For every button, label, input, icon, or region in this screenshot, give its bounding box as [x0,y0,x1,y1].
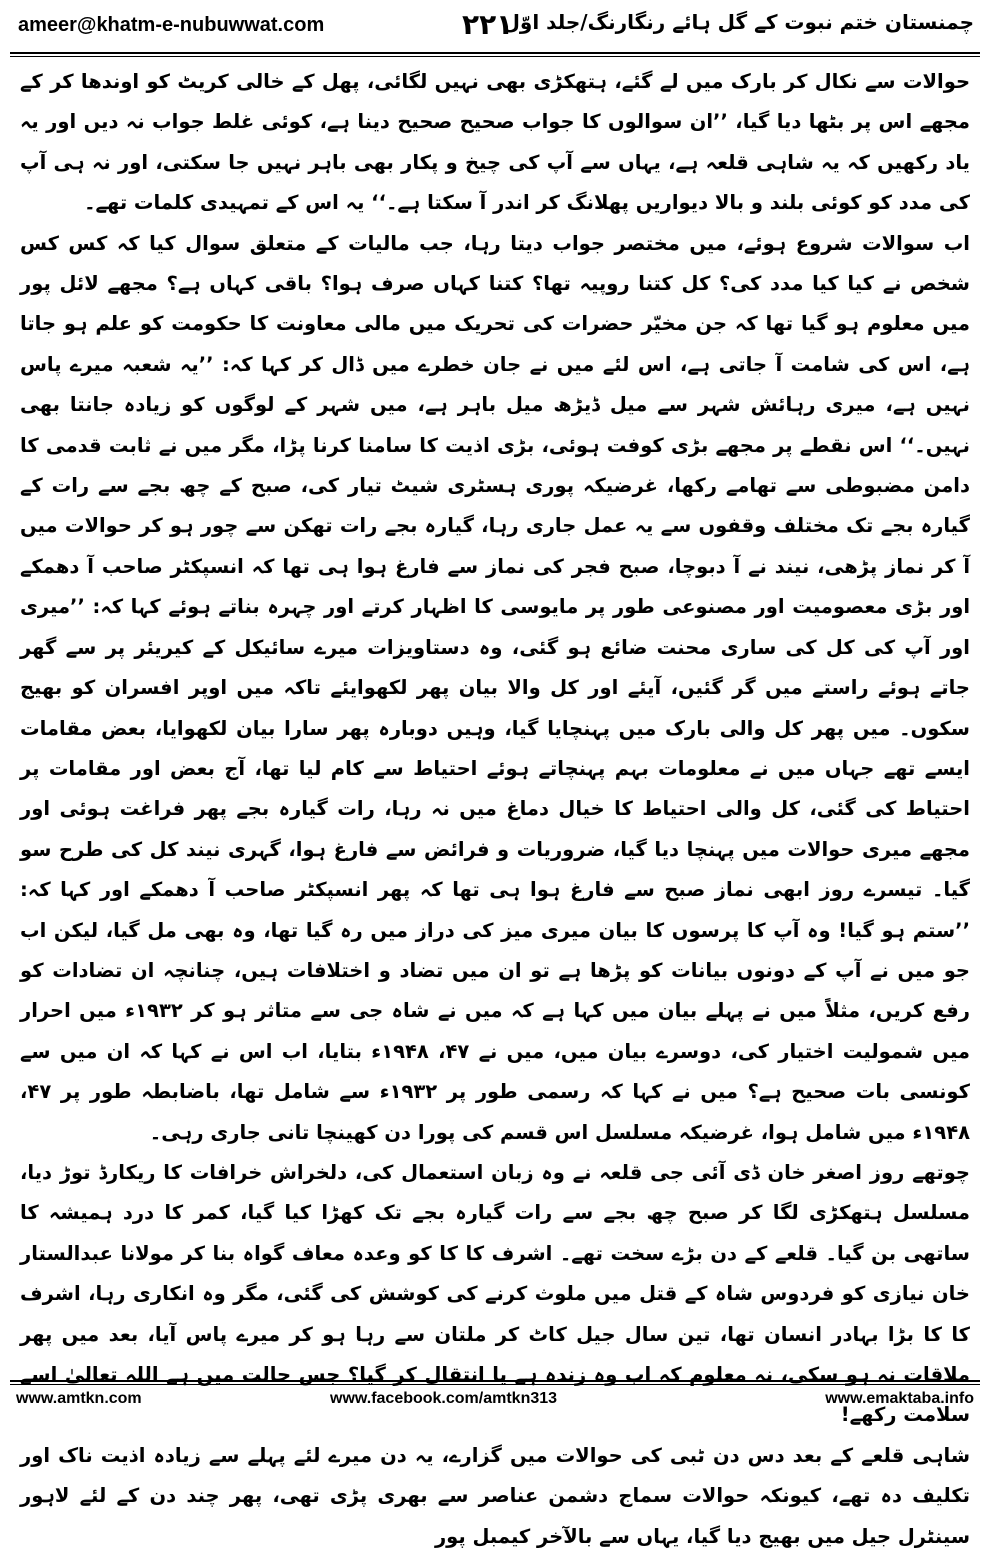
paragraph: شاہی قلعے کے بعد دس دن ٹبی کی حوالات میں گزارے، یہ دن میرے لئے پہلے سے زیادہ اذیت ناک اور تکلیف دہ تھے، کیونکہ حوالات سماج دشمن عناصر سے بھری پڑی تھی، پھر چند دن کے لئے لاہور سینٹرل جیل میں بھیج دیا گیا، یہاں سے بالآخر کیمبل پور [20,1443,970,1548]
header-email: ameer@khatm-e-nubuwwat.com [18,14,325,36]
page-footer [10,1386,980,1416]
paragraph: حوالات سے نکال کر بارک میں لے گئے، ہتھکڑی بھی نہیں لگائی، پھل کے خالی کریٹ کو اوندھا کر کے مجھے اس پر بٹھا دیا گیا، ’’ان سوالوں کا جواب صحیح صحیح دینا ہے، کوئی غلط جواب نہ دیں اور یہ یاد رکھیں کہ یہ شاہی قلعہ ہے، یہاں سے آپ کی چیخ و پکار بھی باہر نہیں جا سکتی، اور نہ ہی آپ کی مدد کو کوئی بلند و بالا دیواریں پھلانگ کر اندر آ سکتا ہے۔‘‘ یہ اس کے تمہیدی کلمات تھے۔ [20,70,970,215]
header-rule [10,52,980,57]
book-title: چمنستان ختم نبوت کے گل ہائے رنگارنگ/جلد اوّل [502,10,974,34]
page-number: ۲۲۱ [462,8,514,41]
footer-rule [10,1380,980,1385]
paragraph: چوتھے روز اصغر خان ڈی آئی جی قلعہ نے وہ زبان استعمال کی، دلخراش خرافات کا ریکارڈ توڑ دیا، مسلسل ہتھکڑی لگا کر صبح چھ بجے سے رات گیارہ بجے تک کھڑا کیا گیا، کمر کا درد ہمیشہ کا ساتھی بن گیا۔ قلعے کے دن بڑے سخت تھے۔ اشرف کا کا کو وعدہ معاف گواہ بنا کر مولانا عبدالستار خان نیازی کو فردوس شاہ کے قتل میں ملوث کرنے کی کوشش کی گئی، مگر وہ انکاری رہا، اشرف کا کا بڑا بہادر انسان تھا، تین سال جیل کاٹ کر ملتان سے رہا ہو کر میرے پاس آیا، بعد میں پھر ملاقات نہ ہو سکی، نہ معلوم کہ اب وہ زندہ ہے یا انتقال کر گیا؟ جس حالت میں ہے اللہ تعالیٰ اسے سلامت رکھے! [20,1160,970,1427]
footer-link-facebook[interactable]: www.facebook.com/amtkn313 [330,1390,558,1407]
page-header [10,0,980,50]
footer-link-emaktaba[interactable]: www.emaktaba.info [825,1390,974,1407]
paragraph: اب سوالات شروع ہوئے، میں مختصر جواب دیتا رہا، جب مالیات کے متعلق سوال کیا کہ کس کس شخص نے کیا کیا مدد کی؟ کل کتنا روپیہ تھا؟ کتنا کہاں صرف ہوا؟ باقی کہاں ہے؟ مجھے لائل پور میں معلوم ہو گیا تھا کہ جن مخیّر حضرات کی تحریک میں مالی معاونت کا حکومت کو علم ہو جاتا ہے، اس کی شامت آ جاتی ہے، اس لئے میں نے جان خطرے میں ڈال کر کہا کہ: ’’یہ شعبہ میرے پاس نہیں ہے، میری رہائش شہر سے میل ڈیڑھ میل باہر ہے، میں شہر کے لوگوں کو زیادہ جانتا بھی نہیں۔‘‘ اس نقطے پر مجھے بڑی کوفت ہوئی، بڑی اذیت کا سامنا کرنا پڑا، مگر میں نے ثابت قدمی کا دامن مضبوطی سے تھامے رکھا، غرضیکہ پوری ہسٹری شیٹ تیار کی، صبح کے چھ بجے سے رات کے گیارہ بجے تک مختلف وقفوں سے یہ عمل جاری رہا، گیارہ بجے رات تھکن سے چور ہو کر حوالات میں آ کر نماز پڑھی، نیند نے آ دبوچا، صبح فجر کی نماز سے فارغ ہوا ہی تھا کہ انسپکٹر صاحب آ دھمکے اور بڑی معصومیت اور مصنوعی طور پر مایوسی کا اظہار کرتے اور چہرہ بناتے ہوئے کہا کہ: ’’میری اور آپ کی کل کی ساری محنت ضائع ہو گئی، وہ دستاویزات میرے سائیکل کے کیریئر پر سے گھر جاتے ہوئے راستے میں گر گئیں، آیئے اور کل والا بیان پھر لکھوایئے تاکہ میں اوپر افسران کو بھیج سکوں۔ میں پھر کل والی بارک میں پہنچایا گیا، وہیں دوبارہ پھر سارا بیان لکھوایا، بعض مقامات ایسے تھے جہاں میں نے معلومات بہم پہنچاتے ہوئے احتیاط سے کام لیا تھا، آج بعض اور مقامات پر احتیاط کی گئی، کل والی احتیاط کا خیال دماغ میں نہ رہا، رات گیارہ بجے پھر فراغت ہوئی اور مجھے میری حوالات میں پہنچا دیا گیا، ضروریات و فرائض سے فارغ ہوا، گہری نیند کل کی طرح سو گیا۔ تیسرے روز ابھی نماز صبح سے فارغ ہوا ہی تھا کہ پھر انسپکٹر صاحب آ دھمکے اور کہا کہ: ’’ستم ہو گیا! وہ آپ کا پرسوں کا بیان میری میز کی دراز میں رہ گیا تھا، وہ بھی مل گیا، لیکن اب جو میں نے آپ کے دونوں بیانات کو پڑھا ہے تو ان میں تضاد و اختلافات ہیں، چنانچہ ان تضادات کو رفع کریں، مثلاً میں نے پہلے بیان میں کہا ہے کہ میں نے شاہ جی سے متاثر ہو کر ۱۹۳۲ء میں احرار میں شمولیت اختیار کی، دوسرے بیان میں، میں نے ۴۷، ۱۹۴۸ء بتایا، اب اس نے کہا کہ ان میں سے کونسی بات صحیح ہے؟ میں نے کہا کہ رسمی طور پر ۱۹۳۲ء سے شامل تھا، باضابطہ طور پر ۴۷، ۱۹۴۸ء میں شامل ہوا، غرضیکہ مسلسل اس قسم کی پورا دن کھینچا تانی جاری رہی۔ [20,231,970,1144]
footer-link-amtkn[interactable]: www.amtkn.com [16,1390,142,1407]
